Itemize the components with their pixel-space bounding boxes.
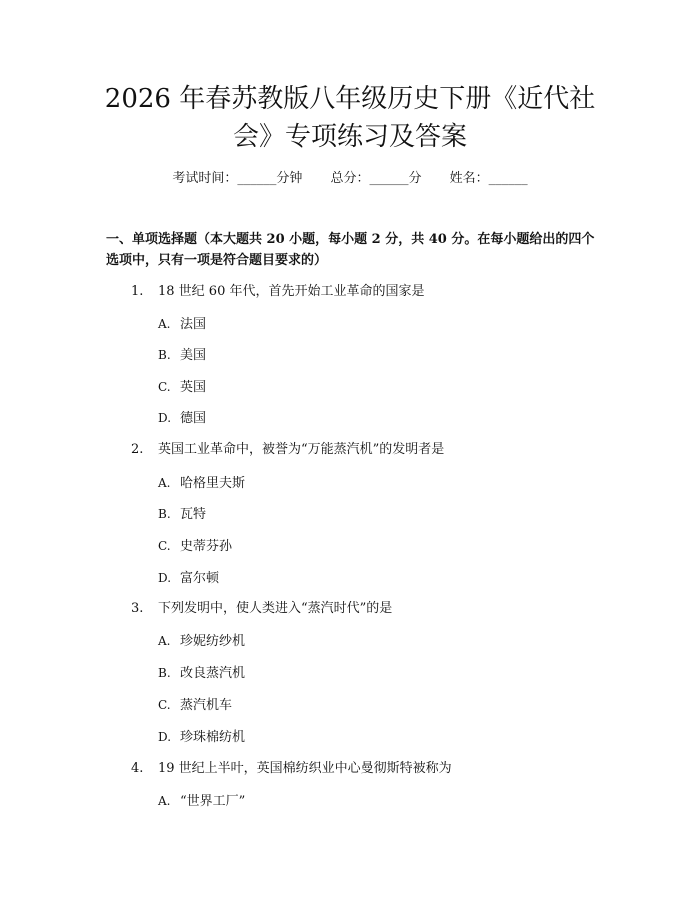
question-1-option-c [158, 378, 206, 397]
exam-time-field: 考试时间：______分钟 [172, 171, 303, 186]
option-text: 珍妮纺纱机 [180, 634, 246, 649]
question-2-option-d [158, 569, 219, 588]
question-3-option-b [158, 664, 245, 683]
option-text: 富尔顿 [180, 571, 220, 586]
question-1-option-a [158, 315, 206, 334]
question-3-option-d [158, 728, 245, 747]
option-text: “世界工厂” [180, 794, 246, 809]
option-text: 英国 [180, 380, 207, 395]
option-text: 法国 [180, 317, 207, 332]
question-text: 18 世纪 60 年代，首先开始工业革命的国家是 [158, 284, 425, 299]
option-letter: A. [158, 317, 171, 331]
section-heading: 一、单项选择题（本大题共 20 小题，每小题 2 分，共 40 分。在每小题给出的四个选项中，只有一项是符合题目要求的） [106, 232, 595, 268]
option-text: 改良蒸汽机 [180, 666, 246, 681]
question-number: 4. [131, 761, 144, 776]
option-letter: A. [158, 634, 171, 648]
option-text: 蒸汽机车 [180, 698, 233, 713]
option-letter: B. [158, 348, 171, 362]
question-4-option-a [158, 792, 245, 811]
question-1-option-d [158, 409, 206, 428]
option-letter: A. [158, 794, 171, 808]
question-2-option-c [158, 537, 232, 556]
option-letter: D. [158, 571, 172, 585]
question-3-option-c [158, 696, 232, 715]
question-4 [131, 760, 452, 778]
option-text: 美国 [180, 348, 207, 363]
total-score-field: 总分：______分 [330, 171, 422, 186]
question-number: 2. [131, 442, 144, 457]
question-text: 下列发明中，使人类进入“蒸汽时代”的是 [158, 601, 393, 616]
option-letter: C. [158, 698, 171, 712]
question-1-option-b [158, 346, 206, 365]
option-letter: B. [158, 666, 171, 680]
question-2 [131, 441, 444, 459]
question-text: 英国工业革命中，被誉为“万能蒸汽机”的发明者是 [158, 442, 445, 457]
option-letter: C. [158, 380, 171, 394]
document-title: 2026 年春苏教版八年级历史下册《近代社会》专项练习及答案 [104, 84, 596, 152]
question-1 [131, 283, 424, 301]
option-text: 哈格里夫斯 [180, 476, 246, 491]
question-3 [131, 600, 392, 618]
option-text: 珍珠棉纺机 [180, 730, 246, 745]
option-text: 瓦特 [180, 507, 207, 522]
option-letter: D. [158, 411, 172, 425]
question-2-option-a [158, 474, 245, 493]
option-letter: D. [158, 730, 172, 744]
question-2-option-b [158, 505, 206, 524]
question-text: 19 世纪上半叶，英国棉纺织业中心曼彻斯特被称为 [158, 761, 452, 776]
option-text: 德国 [180, 411, 207, 426]
question-number: 1. [131, 284, 144, 299]
option-text: 史蒂芬孙 [180, 539, 233, 554]
option-letter: B. [158, 507, 171, 521]
option-letter: C. [158, 539, 171, 553]
question-3-option-a [158, 632, 245, 651]
question-number: 3. [131, 601, 144, 616]
option-letter: A. [158, 476, 171, 490]
name-field: 姓名：______ [449, 171, 528, 186]
exam-info-line [0, 170, 700, 188]
